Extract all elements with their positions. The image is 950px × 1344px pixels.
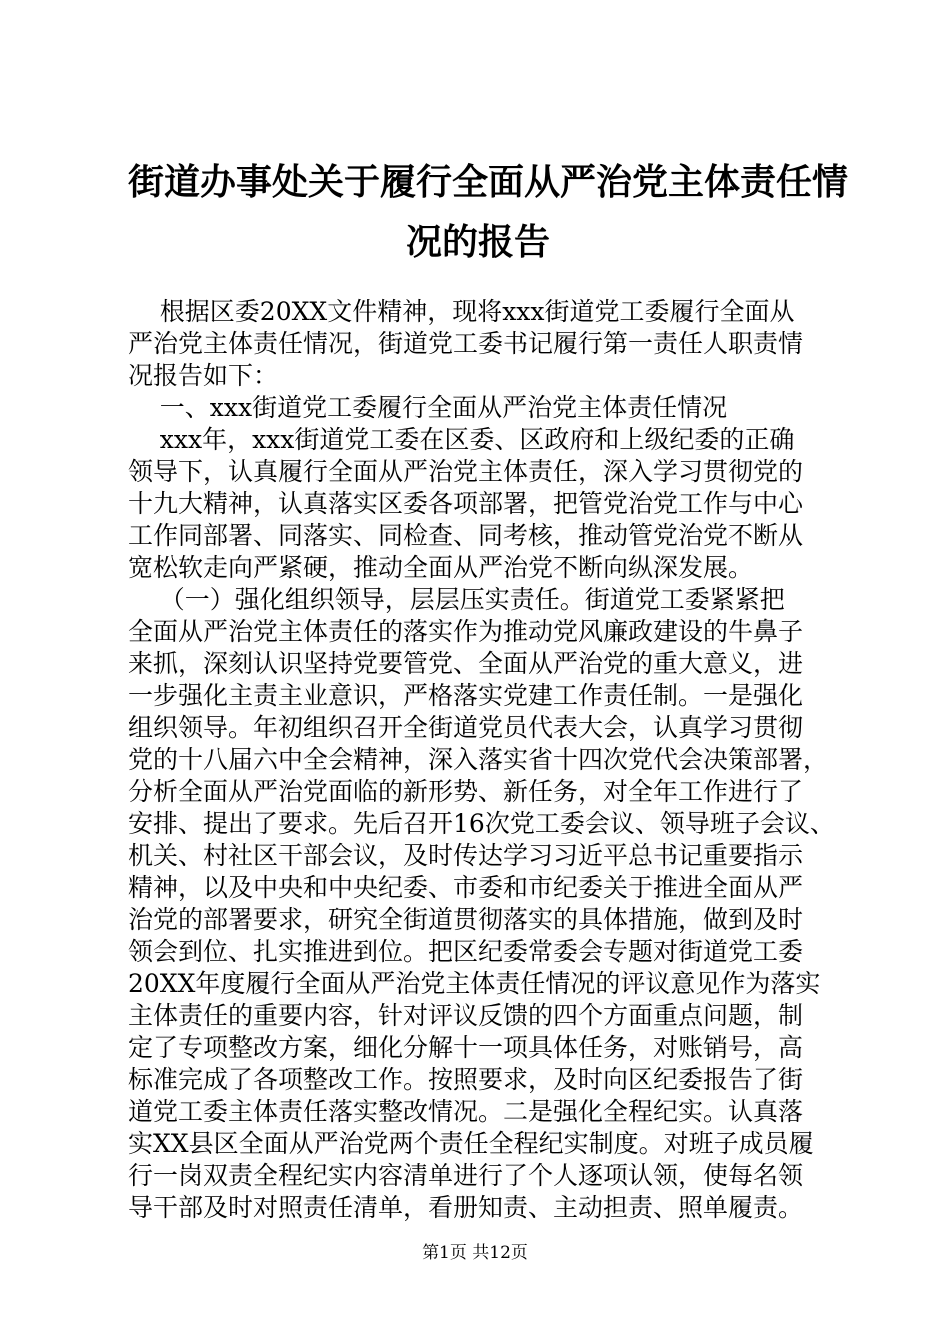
page-number-footer: 第1页 共12页 xyxy=(422,1243,528,1263)
body-line: 十九大精神，认真落实区委各项部署，把管党治党工作与中心 xyxy=(128,489,804,518)
body-line: 道党工委主体责任落实整改情况。二是强化全程纪实。认真落 xyxy=(128,1097,804,1126)
body-line: 一步强化主责主业意识，严格落实党建工作责任制。一是强化 xyxy=(128,681,804,710)
body-line: 标准完成了各项整改工作。按照要求，及时向区纪委报告了街 xyxy=(128,1065,804,1094)
document-body xyxy=(128,296,838,1224)
body-line: 机关、村社区干部会议，及时传达学习习近平总书记重要指示 xyxy=(128,841,804,870)
body-line: 领导下，认真履行全面从严治党主体责任，深入学习贯彻党的 xyxy=(128,457,804,486)
body-line: 况报告如下： xyxy=(128,361,279,390)
body-line: 精神，以及中央和中央纪委、市委和市纪委关于推进全面从严 xyxy=(128,873,804,902)
body-line: 工作同部署、同落实、同检查、同考核，推动管党治党不断从 xyxy=(128,521,804,550)
body-line: 安排、提出了要求。先后召开16次党工委会议、领导班子会议、 xyxy=(128,809,835,838)
body-line: 20XX年度履行全面从严治党主体责任情况的评议意见作为落实 xyxy=(128,969,821,998)
body-line: 领会到位、扎实推进到位。把区纪委常委会专题对街道党工委 xyxy=(128,937,804,966)
body-line: 来抓，深刻认识坚持党要管党、全面从严治党的重大意义，进 xyxy=(128,649,804,678)
body-line: 主体责任的重要内容，针对评议反馈的四个方面重点问题，制 xyxy=(128,1001,804,1030)
body-line: 分析全面从严治党面临的新形势、新任务，对全年工作进行了 xyxy=(128,777,804,806)
body-line: 宽松软走向严紧硬，推动全面从严治党不断向纵深发展。 xyxy=(128,553,754,582)
body-line: xxx年，xxx街道党工委在区委、区政府和上级纪委的正确 xyxy=(128,425,795,454)
body-line: 行一岗双责全程纪实内容清单进行了个人逐项认领，使每名领 xyxy=(128,1161,804,1190)
section-heading: 一、xxx街道党工委履行全面从严治党主体责任情况 xyxy=(128,393,728,422)
body-line: 根据区委20XX文件精神，现将xxx街道党工委履行全面从 xyxy=(128,297,795,326)
body-line: （一）强化组织领导，层层压实责任。街道党工委紧紧把 xyxy=(128,585,785,614)
body-line: 组织领导。年初组织召开全街道党员代表大会，认真学习贯彻 xyxy=(128,713,804,742)
document-title-line-2: 况的报告 xyxy=(405,221,550,263)
body-line: 党的十八届六中全会精神，深入落实省十四次党代会决策部署， xyxy=(128,745,829,774)
body-line: 定了专项整改方案，细化分解十一项具体任务，对账销号，高 xyxy=(128,1033,804,1062)
body-line: 导干部及时对照责任清单，看册知责、主动担责、照单履责。 xyxy=(128,1193,804,1222)
document-title-line-1: 街道办事处关于履行全面从严治党主体责任情 xyxy=(128,161,849,203)
body-line: 严治党主体责任情况，街道党工委书记履行第一责任人职责情 xyxy=(128,329,804,358)
body-line: 实XX县区全面从严治党两个责任全程纪实制度。对班子成员履 xyxy=(128,1129,814,1158)
body-line: 治党的部署要求，研究全街道贯彻落实的具体措施，做到及时 xyxy=(128,905,804,934)
body-line: 全面从严治党主体责任的落实作为推动党风廉政建设的牛鼻子 xyxy=(128,617,804,646)
